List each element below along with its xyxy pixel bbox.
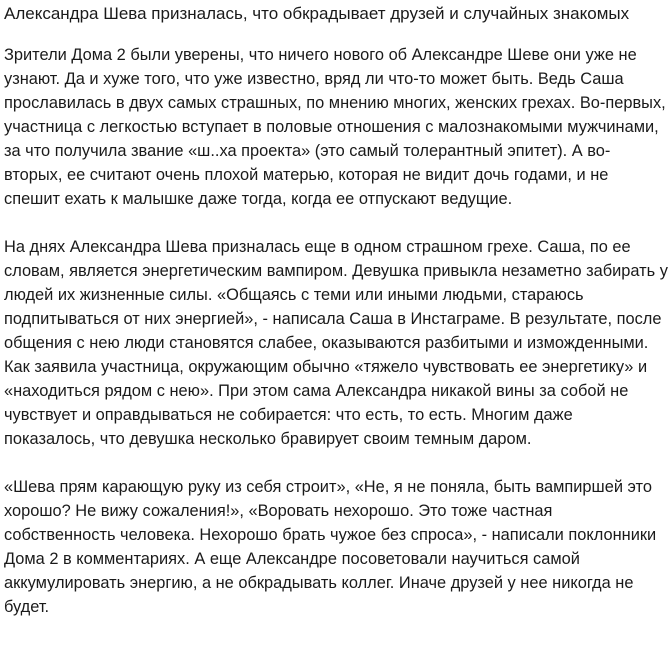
article xyxy=(4,0,668,619)
article-paragraph-1: Зрители Дома 2 были уверены, что ничего нового об Александре Шеве они уже не узнают. Да и хуже того, что уже известно, вряд ли что-то может быть. Ведь Саша прославилась в двух самых страшных, по мнению многих, женских грехах. Во-первых, участница с легкостью вступает в половые отношения с малознакомыми мужчинами, за что получила звание «ш..ха проекта» (это самый толерантный эпитет). А во-вторых, ее считают очень плохой матерью, которая не видит дочь годами, и не спешит ехать к малышке даже тогда, когда ее отпускают ведущие. xyxy=(4,46,666,208)
article-paragraph-2: На днях Александра Шева призналась еще в одном страшном грехе. Саша, по ее словам, является энергетическим вампиром. Девушка привыкла незаметно забирать у людей их жизненные силы. «Общаясь с теми или иными людьми, стараюсь подпитываться от них энергией», - написала Саша в Инстаграме. В результате, после общения с нею люди становятся слабее, оказываются разбитыми и изможденными. Как заявила участница, окружающим обычно «тяжело чувствовать ее энергетику» и «находиться рядом с нею». При этом сама Александра никакой вины за собой не чувствует и оправдываться не собирается: что есть, то есть. Многим даже показалось, что девушка несколько бравирует своим темным даром. xyxy=(4,238,668,448)
article-headline: Александра Шева призналась, что обкрадывает друзей и случайных знакомых xyxy=(4,4,630,23)
article-paragraph-3: «Шева прям карающую руку из себя строит», «Не, я не поняла, быть вампиршей это хорошо? Не вижу сожаления!», «Воровать нехорошо. Это тоже частная собственность человека. Нехорошо брать чужое без спроса», - написали поклонники Дома 2 в комментариях. А еще Александре посоветовали научиться самой аккумулировать энергию, а не обкрадывать коллег. Иначе друзей у нее никогда не будет. xyxy=(4,478,657,616)
